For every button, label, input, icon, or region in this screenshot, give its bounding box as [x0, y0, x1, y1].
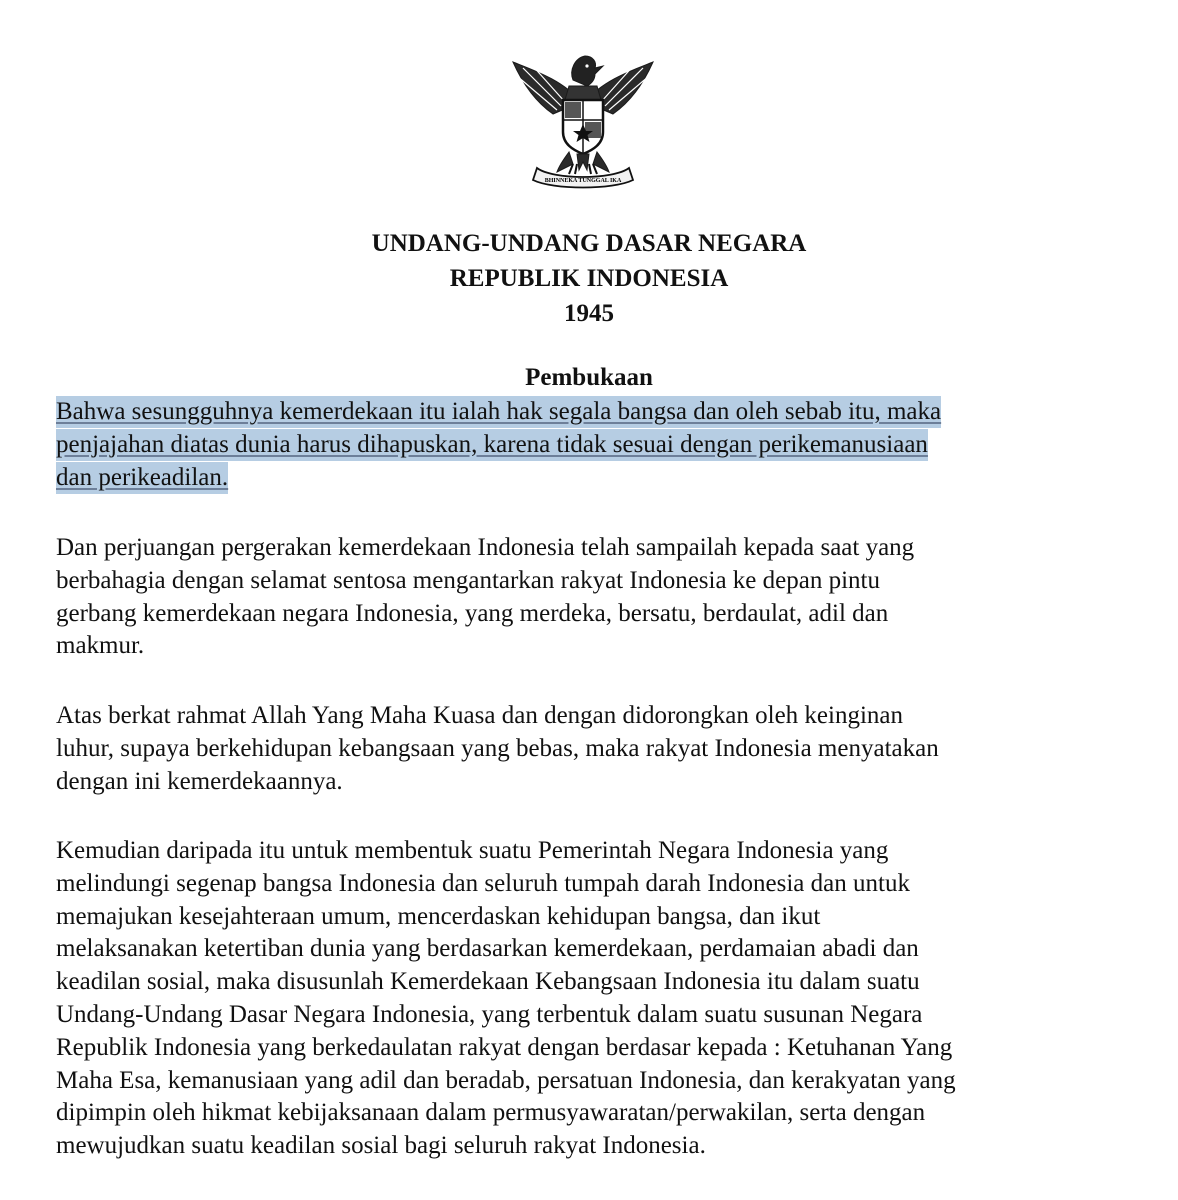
text-line: mewujudkan suatu keadilan sosial bagi seluruh rakyat Indonesia.: [56, 1132, 706, 1160]
text-line: makmur.: [56, 632, 145, 660]
text-line: melindungi segenap bangsa Indonesia dan seluruh tumpah darah Indonesia dan untuk: [56, 869, 910, 897]
paragraph-2: [56, 532, 1116, 663]
text-line: gerbang kemerdekaan negara Indonesia, yang merdeka, bersatu, berdaulat, adil dan: [56, 599, 889, 627]
text-line: [56, 429, 1116, 462]
highlighted-text[interactable]: Bahwa sesungguhnya kemerdekaan itu ialah hak segala bangsa dan oleh sebab itu, maka: [56, 396, 941, 428]
section-heading: Pembukaan: [525, 364, 653, 391]
paragraph-4: [56, 835, 1116, 1163]
emblem-motto: BHINNEKA TUNGGAL IKA: [544, 178, 622, 184]
text-line: Kemudian daripada itu untuk membentuk suatu Pemerintah Negara Indonesia yang: [56, 837, 889, 864]
text-line: keadilan sosial, maka disusunlah Kemerdekaan Kebangsaan Indonesia itu dalam suatu: [56, 968, 920, 996]
garuda-emblem: [503, 40, 663, 190]
text-line: Maha Esa, kemanusiaan yang adil dan beradab, persatuan Indonesia, dan kerakyatan yang: [56, 1066, 956, 1094]
text-line: luhur, supaya berkehidupan kebangsaan yang bebas, maka rakyat Indonesia menyatakan: [56, 734, 939, 762]
garuda-icon: [503, 40, 663, 190]
text-line: memajukan kesejahteraan umum, mencerdaskan kehidupan bangsa, dan ikut: [56, 902, 821, 930]
highlighted-text[interactable]: penjajahan diatas dunia harus dihapuskan, karena tidak sesuai dengan perikemanusiaan: [56, 429, 928, 461]
title-line-2: REPUBLIK INDONESIA: [449, 265, 729, 292]
highlighted-text[interactable]: dan perikeadilan.: [56, 462, 228, 494]
text-line: Undang-Undang Dasar Negara Indonesia, yang terbentuk dalam suatu susunan Negara: [56, 1000, 923, 1028]
text-line: berbahagia dengan selamat sentosa mengantarkan rakyat Indonesia ke depan pintu: [56, 566, 880, 594]
text-line: dengan ini kemerdekaannya.: [56, 767, 343, 795]
text-line: melaksanakan ketertiban dunia yang berdasarkan kemerdekaan, perdamaian abadi dan: [56, 935, 919, 963]
text-line: [56, 396, 1116, 429]
text-line: dipimpin oleh hikmat kebijaksanaan dalam permusyawaratan/perwakilan, serta dengan: [56, 1099, 926, 1127]
title-year: 1945: [564, 300, 614, 327]
paragraph-1-highlighted[interactable]: [56, 396, 1116, 494]
text-line: Dan perjuangan pergerakan kemerdekaan Indonesia telah sampailah kepada saat yang: [56, 534, 915, 561]
document-title: [0, 226, 1178, 331]
text-line: Republik Indonesia yang berkedaulatan rakyat dengan berdasar kepada : Ketuhanan Yang: [56, 1033, 953, 1061]
text-line: Atas berkat rahmat Allah Yang Maha Kuasa dan dengan didorongkan oleh keinginan: [56, 702, 904, 729]
title-line-1: UNDANG-UNDANG DASAR NEGARA: [371, 230, 807, 257]
text-line: [56, 462, 1116, 495]
paragraph-3: [56, 700, 1116, 798]
